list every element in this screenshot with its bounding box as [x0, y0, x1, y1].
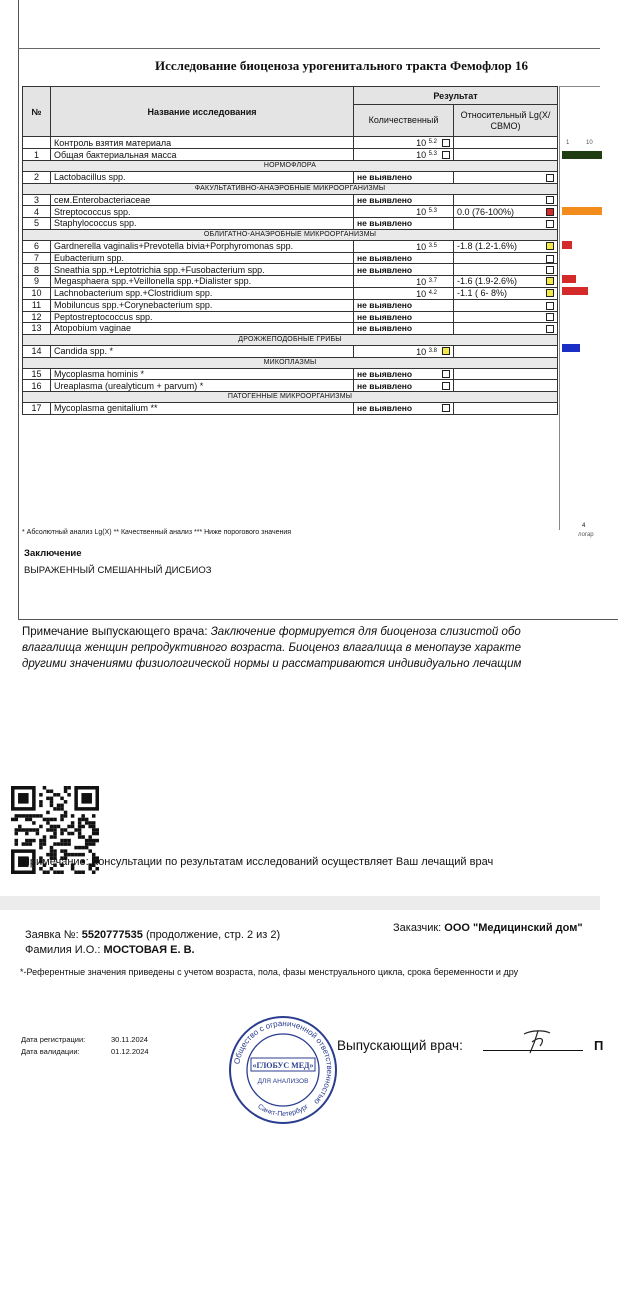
qty-base: 10 [416, 276, 427, 287]
not-detected-label: не выявлено [357, 194, 413, 205]
relative-result [454, 323, 558, 335]
qty-base: 10 [416, 346, 427, 357]
row-number: 5 [23, 218, 51, 230]
chart-bar [562, 287, 588, 295]
report-title: Исследование биоценоза урогенитального тракта Фемофлор 16 [155, 58, 529, 73]
relative-value: 0.0 (76-100%) [457, 206, 515, 217]
quantitative-result [354, 252, 454, 264]
quantitative-result [354, 149, 454, 161]
row-number: 2 [23, 172, 51, 184]
section-row [23, 183, 558, 194]
row-number: 11 [23, 299, 51, 311]
table-row [23, 194, 558, 206]
relative-value: -1.6 (1.9-2.6%) [457, 276, 518, 287]
qty-exponent: 5.2 [428, 139, 437, 145]
test-name: Mycoplasma genitalium ** [51, 402, 354, 414]
test-name: сем.Enterobacteriaceae [51, 194, 354, 206]
checkbox-yellow [546, 242, 554, 250]
registration-date-value: 30.11.2024 [111, 1035, 148, 1044]
test-name: Atopobium vaginae [51, 323, 354, 335]
table-row [23, 287, 558, 299]
qty-base: 10 [416, 150, 427, 160]
checkbox-plain [546, 255, 554, 263]
table-row [23, 264, 558, 276]
checkbox-yellow [546, 289, 554, 297]
test-name: Mobiluncus spp.+Corynebacterium spp. [51, 299, 354, 311]
col-result-header: Результат [354, 87, 558, 105]
test-name: Staphylococcus spp. [51, 218, 354, 230]
dates-block [21, 1034, 149, 1058]
section-row [23, 229, 558, 240]
relative-result [454, 172, 558, 184]
lab-stamp [227, 1014, 339, 1126]
checkbox-plain [546, 325, 554, 333]
quantitative-result [354, 218, 454, 230]
test-name: Candida spp. * [51, 345, 354, 357]
table-row [23, 240, 558, 252]
qty-exponent: 5.3 [428, 208, 437, 215]
quantitative-result [354, 402, 454, 414]
checkbox-plain [546, 196, 554, 204]
log-scale-chart [559, 86, 600, 530]
checkbox-plain [442, 404, 450, 412]
checkbox-plain [442, 139, 450, 147]
quantitative-result [354, 194, 454, 206]
quantitative-result [354, 380, 454, 392]
checkbox-red [546, 208, 554, 216]
reference-note: *-Референтные значения приведены с учетом возраста, пола, фазы менструального цикла, срока беременности и дру [20, 967, 519, 977]
checkbox-plain [546, 313, 554, 321]
test-name: Lachnobacterium spp.+Clostridium spp. [51, 287, 354, 299]
table-row [23, 368, 558, 380]
table-row [23, 218, 558, 230]
quantitative-result [354, 299, 454, 311]
table-row [23, 299, 558, 311]
frame-top-divider [18, 48, 600, 49]
patient-info [25, 944, 195, 956]
qty-base: 10 [416, 241, 427, 252]
svg-text:Санкт-Петербург [256, 1103, 310, 1118]
chart-bar [562, 344, 580, 352]
relative-result [454, 368, 558, 380]
checkbox-plain [546, 174, 554, 182]
col-quantitative-header: Количественный [354, 105, 454, 137]
table-row [23, 380, 558, 392]
chart-bar [562, 207, 602, 215]
chart-scale-value: 4 [582, 523, 586, 529]
customer-name: ООО "Медицинский дом" [444, 922, 583, 934]
test-name: Sneathia spp.+Leptotrichia spp.+Fusobacterium spp. [51, 264, 354, 276]
table-row [23, 149, 558, 161]
not-detected-label: не выявлено [357, 403, 413, 414]
doctor-note [22, 624, 622, 672]
test-name: Ureaplasma (urealyticum + parvum) * [51, 380, 354, 392]
test-name: Общая бактериальная масса [51, 149, 354, 161]
order-page-suffix: (продолжение, стр. 2 из 2) [142, 929, 281, 941]
doctor-note-line3: другими значениями физиологической нормы и рассматриваются индивидуально лечащим [22, 658, 522, 670]
section-row [23, 161, 558, 172]
checkbox-plain [442, 370, 450, 378]
quantitative-result [354, 206, 454, 218]
checkbox-plain [546, 302, 554, 310]
stamp-city: Санкт-Петербург [256, 1103, 310, 1119]
relative-result [454, 218, 558, 230]
relative-result [454, 252, 558, 264]
checkbox-yellow [442, 347, 450, 355]
row-number: 16 [23, 380, 51, 392]
qty-base: 10 [416, 138, 427, 148]
quantitative-result [354, 368, 454, 380]
quantitative-result [354, 311, 454, 323]
quantitative-result [354, 287, 454, 299]
not-detected-label: не выявлено [357, 311, 413, 322]
row-number: 15 [23, 368, 51, 380]
test-name: Gardnerella vaginalis+Prevotella bivia+Porphyromonas spp. [51, 240, 354, 252]
chart-bar [562, 151, 602, 159]
row-number: 9 [23, 275, 51, 287]
section-label: НОРМОФЛОРА [23, 161, 558, 172]
page-separator [0, 896, 600, 910]
order-label: Заявка №: [25, 929, 82, 941]
section-row [23, 334, 558, 345]
relative-result [454, 149, 558, 161]
not-detected-label: не выявлено [357, 300, 413, 311]
stamp-ring-text: Общество с ограниченной ответственностью [232, 1018, 335, 1107]
conclusion-label: Заключение [24, 548, 82, 559]
col-number-header: № [23, 87, 51, 137]
not-detected-label: не выявлено [357, 323, 413, 334]
doctor-note-line2: влагалища женщин репродуктивного возраста. Биоценоз влагалища в менопаузе характе [22, 642, 521, 654]
analysis-footnote: * Абсолютный анализ Lg(X) ** Качественный анализ *** Ниже порогового значения [22, 529, 292, 536]
chart-tick-10: 10 [586, 140, 593, 146]
patient-label: Фамилия И.О.: [25, 944, 104, 956]
not-detected-label: не выявлено [357, 380, 413, 391]
results-table [22, 86, 558, 415]
table-row [23, 206, 558, 218]
customer-label: Заказчик: [393, 922, 445, 934]
qty-exponent: 3.7 [428, 277, 437, 284]
chart-tick-1: 1 [566, 140, 570, 146]
row-number: 6 [23, 240, 51, 252]
conclusion-text: ВЫРАЖЕННЫЙ СМЕШАННЫЙ ДИСБИОЗ [24, 565, 212, 576]
quantitative-result [354, 137, 454, 149]
quantitative-result [354, 323, 454, 335]
test-name: Mycoplasma hominis * [51, 368, 354, 380]
qty-exponent: 3.5 [428, 242, 437, 249]
quantitative-result [354, 172, 454, 184]
relative-value: -1.8 (1.2-1.6%) [457, 241, 518, 252]
checkbox-plain [546, 220, 554, 228]
registration-date-label: Дата регистрации: [21, 1035, 86, 1044]
relative-result [454, 402, 558, 414]
section-label: МИКОПЛАЗМЫ [23, 357, 558, 368]
not-detected-label: не выявлено [357, 172, 413, 183]
table-row [23, 311, 558, 323]
qty-exponent: 4.2 [428, 289, 437, 296]
section-row [23, 357, 558, 368]
checkbox-plain [546, 266, 554, 274]
doctor-note-line1: Заключение формируется для биоценоза слизистой обо [210, 626, 521, 638]
table-row [23, 137, 558, 149]
qty-base: 10 [416, 207, 427, 218]
col-name-header: Название исследования [51, 87, 354, 137]
not-detected-label: не выявлено [357, 253, 413, 264]
test-name: Lactobacillus spp. [51, 172, 354, 184]
row-number: 13 [23, 323, 51, 335]
relative-result [454, 240, 558, 252]
qty-exponent: 3.8 [428, 347, 437, 354]
not-detected-label: не выявлено [357, 218, 413, 229]
stamp-sub: ДЛЯ АНАЛИЗОВ [257, 1078, 309, 1085]
table-row [23, 345, 558, 357]
row-number: 1 [23, 149, 51, 161]
section-row [23, 391, 558, 402]
stamp-center: «ГЛОБУС МЕД» [252, 1061, 314, 1070]
test-name: Eubacterium spp. [51, 252, 354, 264]
relative-result [454, 264, 558, 276]
order-number: 5520777535 [81, 929, 143, 941]
issuing-doctor-label: Выпускающий врач: [337, 1038, 463, 1053]
table-row [23, 323, 558, 335]
chart-bar [562, 275, 576, 283]
relative-result [454, 275, 558, 287]
not-detected-label: не выявлено [357, 369, 413, 380]
doctor-signature [518, 1026, 558, 1056]
test-name: Peptostreptococcus spp. [51, 311, 354, 323]
row-number: 17 [23, 402, 51, 414]
section-label: ОБЛИГАТНО-АНАЭРОБНЫЕ МИКРООРГАНИЗМЫ [23, 229, 558, 240]
table-row [23, 172, 558, 184]
row-number [23, 137, 51, 149]
chart-bar [562, 241, 572, 249]
relative-result [454, 137, 558, 149]
quantitative-result [354, 240, 454, 252]
relative-result [454, 345, 558, 357]
table-row [23, 275, 558, 287]
table-row [23, 402, 558, 414]
checkbox-plain [442, 382, 450, 390]
patient-name: МОСТОВАЯ Е. В. [103, 944, 195, 956]
relative-result [454, 311, 558, 323]
qty-exponent: 5.3 [428, 151, 437, 157]
checkbox-yellow [546, 277, 554, 285]
order-info [25, 929, 280, 941]
row-number: 14 [23, 345, 51, 357]
relative-result [454, 194, 558, 206]
row-number: 4 [23, 206, 51, 218]
quantitative-result [354, 275, 454, 287]
consultation-note: Примечание: Консультации по результатам исследований осуществляет Ваш лечащий врач [22, 856, 494, 868]
validation-date-label: Дата валидации: [21, 1047, 80, 1056]
test-name: Streptococcus spp. [51, 206, 354, 218]
section-label: ПАТОГЕННЫЕ МИКРООРГАНИЗМЫ [23, 391, 558, 402]
section-label: ДРОЖЖЕПОДОБНЫЕ ГРИБЫ [23, 334, 558, 345]
chart-scale-caption: логар [578, 532, 594, 538]
row-number: 10 [23, 287, 51, 299]
row-number: 12 [23, 311, 51, 323]
doctor-note-prefix: Примечание выпускающего врача: [22, 626, 211, 638]
customer-info [393, 922, 583, 934]
relative-result [454, 299, 558, 311]
relative-result [454, 287, 558, 299]
section-label: ФАКУЛЬТАТИВНО-АНАЭРОБНЫЕ МИКРООРГАНИЗМЫ [23, 183, 558, 194]
results-body [23, 137, 558, 415]
relative-value: -1.1 ( 6- 8%) [457, 288, 508, 299]
test-name: Контроль взятия материала [51, 137, 354, 149]
quantitative-result [354, 345, 454, 357]
not-detected-label: не выявлено [357, 264, 413, 275]
quantitative-result [354, 264, 454, 276]
table-row [23, 252, 558, 264]
row-number: 3 [23, 194, 51, 206]
validation-date-value: 01.12.2024 [111, 1047, 149, 1056]
row-number: 8 [23, 264, 51, 276]
test-name: Megasphaera spp.+Veillonella spp.+Dialister spp. [51, 275, 354, 287]
relative-result [454, 206, 558, 218]
doctor-name-initial: П [594, 1038, 604, 1053]
qty-base: 10 [416, 288, 427, 299]
checkbox-plain [442, 151, 450, 159]
row-number: 7 [23, 252, 51, 264]
relative-result [454, 380, 558, 392]
col-relative-header: Относительный Lg(X/СВМО) [454, 105, 558, 137]
